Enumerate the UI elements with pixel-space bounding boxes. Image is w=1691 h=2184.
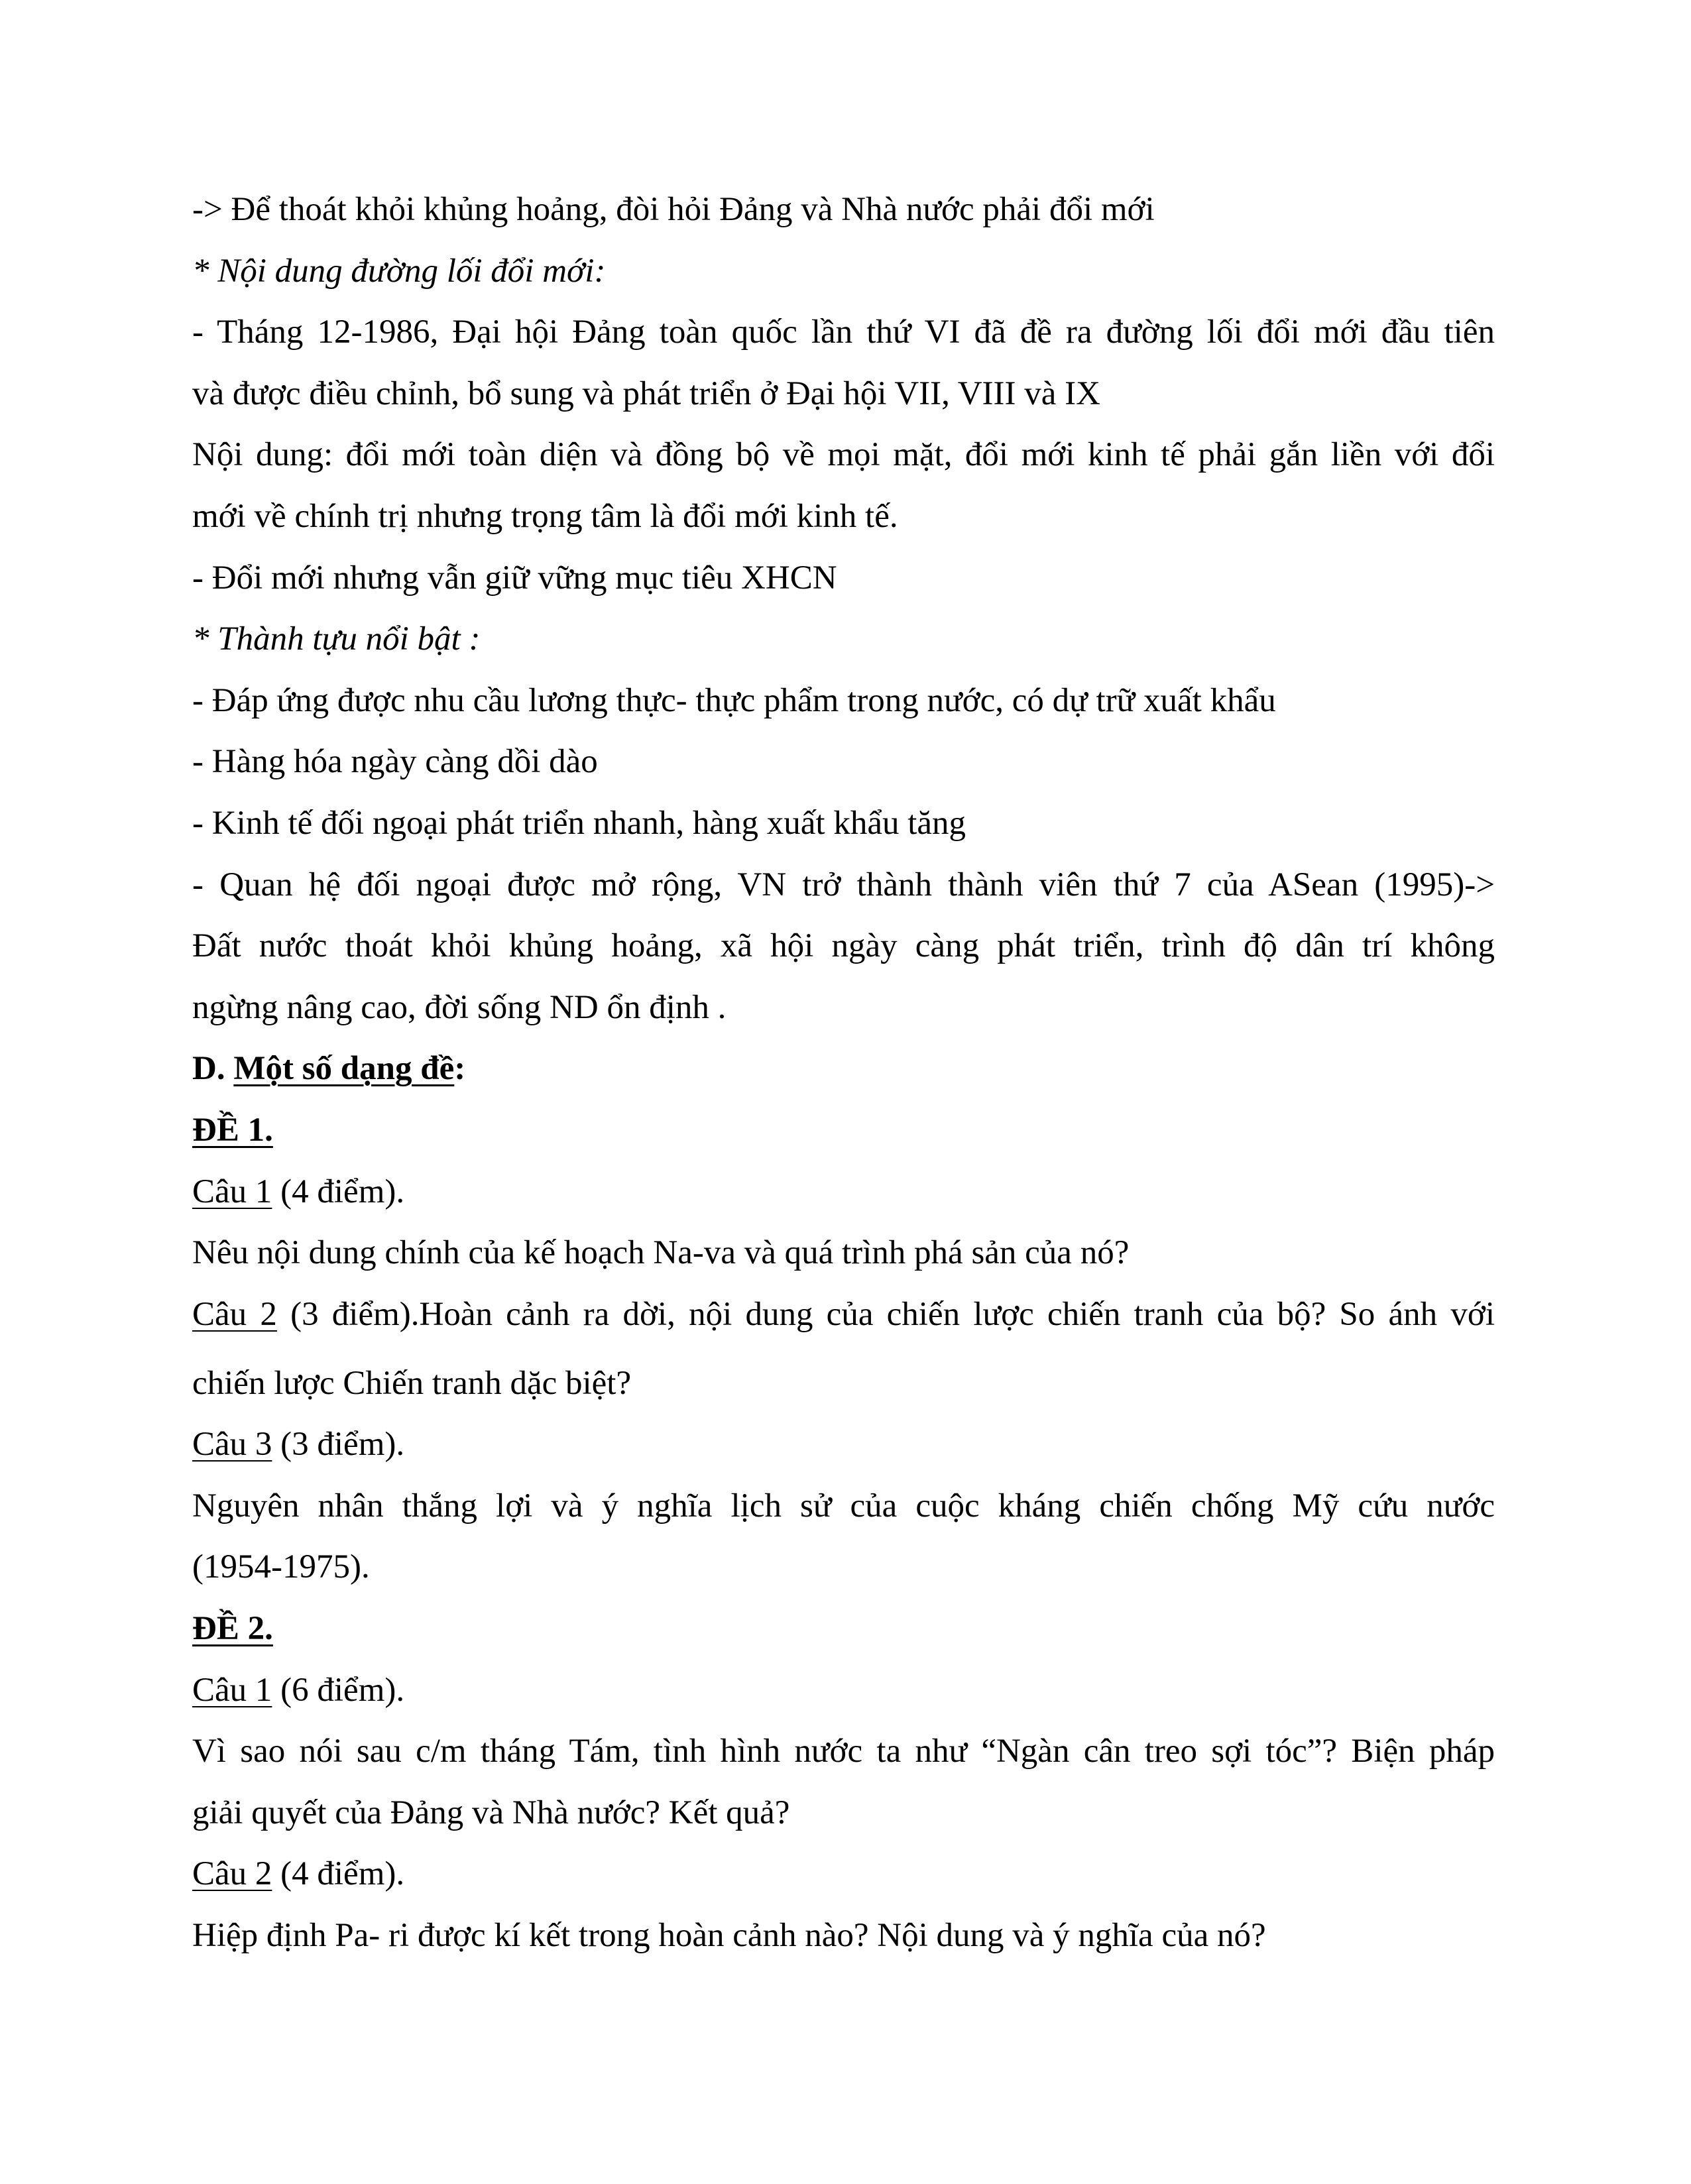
exam-2-heading: ĐỀ 2. xyxy=(192,1610,273,1648)
exam-1-question-1 xyxy=(192,1172,1495,1234)
text-line: Nguyên nhân thắng lợi và ý nghĩa lịch sử của cuộc kháng chiến chống Mỹ cứu nước xyxy=(192,1487,1495,1524)
text-line: giải quyết của Đảng và Nhà nước? Kết quả? xyxy=(192,1794,790,1831)
document-page xyxy=(192,190,1495,1977)
text-line: - Kinh tế đối ngoại phát triển nhanh, hàng xuất khẩu tăng xyxy=(192,804,966,842)
question-label: Câu 2 xyxy=(192,1295,277,1333)
exam-2-question-2 xyxy=(192,1854,1495,1916)
question-label: Câu 1 xyxy=(192,1671,272,1709)
text-line: - Hàng hóa ngày càng dồi dào xyxy=(192,743,598,781)
text-line: -> Để thoát khỏi khủng hoảng, đòi hỏi Đảng và Nhà nước phải đổi mới xyxy=(192,191,1155,228)
question-text: (3 điểm).Hoàn cảnh ra dời, nội dung của chiến lược chiến tranh của bộ? So ánh với xyxy=(276,1295,1495,1333)
subheading-renovation-content: * Nội dung đường lối đổi mới: xyxy=(192,252,606,290)
section-suffix: : xyxy=(454,1050,466,1088)
exam-1-question-2 xyxy=(192,1294,1495,1363)
subheading-achievements: * Thành tựu nổi bật : xyxy=(192,620,481,658)
text-line: mới về chính trị nhưng trọng tâm là đổi mới kinh tế. xyxy=(192,497,898,535)
text-line: Nội dung: đổi mới toàn diện và đồng bộ về mọi mặt, đổi mới kinh tế phải gắn liền với đổi xyxy=(192,436,1495,474)
text-line: và được điều chỉnh, bổ sung và phát triển ở Đại hội VII, VIII và IX xyxy=(192,374,1100,412)
section-heading xyxy=(192,1049,1495,1110)
text-line: - Quan hệ đối ngoại được mở rộng, VN trở thành thành viên thứ 7 của ASean (1995)-> xyxy=(192,866,1495,903)
text-line: ngừng nâng cao, đời sống ND ổn định . xyxy=(192,988,727,1026)
question-label: Câu 3 xyxy=(192,1426,272,1464)
text-line: (1954-1975). xyxy=(192,1548,370,1586)
text-line: chiến lược Chiến tranh dặc biệt? xyxy=(192,1364,632,1402)
question-points: (3 điểm). xyxy=(272,1426,405,1464)
question-label: Câu 1 xyxy=(192,1173,272,1210)
exam-1-heading: ĐỀ 1. xyxy=(192,1111,273,1149)
text-line: Vì sao nói sau c/m tháng Tám, tình hình nước ta như “Ngàn cân treo sợi tóc”? Biện pháp xyxy=(192,1733,1495,1770)
question-points: (4 điểm). xyxy=(272,1173,405,1210)
exam-1-question-3 xyxy=(192,1424,1495,1486)
question-points: (6 điểm). xyxy=(272,1671,405,1709)
section-prefix: D. xyxy=(192,1050,234,1088)
question-label: Câu 2 xyxy=(192,1855,272,1893)
section-title: Một số dạng đề xyxy=(233,1050,455,1088)
text-line: Hiệp định Pa- ri được kí kết trong hoàn cảnh nào? Nội dung và ý nghĩa của nó? xyxy=(192,1917,1266,1955)
question-points: (4 điểm). xyxy=(272,1855,405,1893)
text-line: - Tháng 12-1986, Đại hội Đảng toàn quốc lần thứ VI đã đề ra đường lối đổi mới đầu tiên xyxy=(192,314,1495,351)
text-line: - Đổi mới nhưng vẫn giữ vững mục tiêu XHCN xyxy=(192,559,837,597)
text-line: Nêu nội dung chính của kế hoạch Na-va và quá trình phá sản của nó? xyxy=(192,1234,1130,1272)
exam-2-question-1 xyxy=(192,1670,1495,1732)
text-line: Đất nước thoát khỏi khủng hoảng, xã hội ngày càng phát triển, trình độ dân trí không xyxy=(192,927,1495,965)
text-line: - Đáp ứng được nhu cầu lương thực- thực phẩm trong nước, có dự trữ xuất khẩu xyxy=(192,681,1276,719)
